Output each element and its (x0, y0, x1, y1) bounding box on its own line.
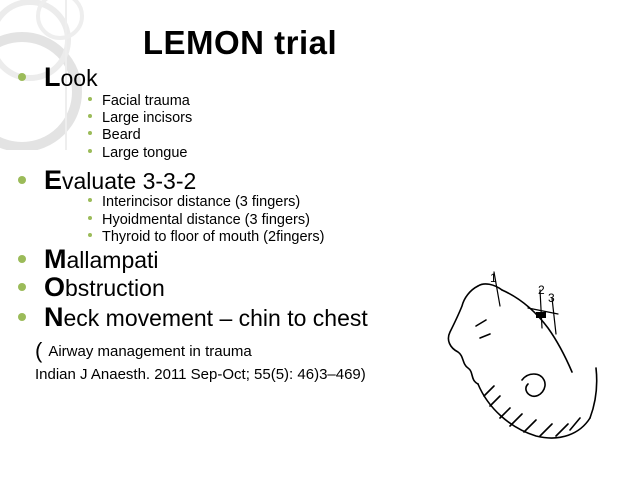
bullet-look: Look (18, 64, 98, 91)
bullet-dot-icon (88, 198, 92, 202)
bullet-dot-icon (18, 176, 26, 184)
bullet-dot-icon (88, 131, 92, 135)
sub-item: Hyoidmental distance (3 fingers) (88, 211, 310, 229)
bullet-dot-icon (18, 283, 26, 291)
sub-item: Large incisors (88, 109, 192, 127)
bullet-obstruction: Obstruction (18, 274, 165, 301)
bullet-dot-icon (18, 73, 26, 81)
bullet-neck-movement: Neck movement – chin to chest (18, 304, 368, 331)
figure-label-3: 3 (548, 291, 555, 305)
bullet-dot-icon (88, 149, 92, 153)
bullet-dot-icon (18, 255, 26, 263)
sub-item: Interincisor distance (3 fingers) (88, 193, 300, 211)
slide-title: LEMON trial (142, 24, 338, 61)
bullet-evaluate: Evaluate 3-3-2 (18, 167, 196, 194)
bullet-dot-icon (88, 216, 92, 220)
bullet-dot-icon (88, 233, 92, 237)
head-extension-illustration (440, 268, 610, 453)
sub-item: Beard (88, 126, 141, 144)
reference-citation: Indian J Anaesth. 2011 Sep-Oct; 55(5): 46)3–469) (35, 366, 366, 383)
sub-item: Large tongue (88, 144, 187, 162)
figure-label-2: 2 (538, 283, 545, 297)
bullet-dot-icon (88, 97, 92, 101)
sub-item: Thyroid to floor of mouth (2fingers) (88, 228, 324, 246)
bullet-mallampati: Mallampati (18, 246, 159, 273)
bullet-dot-icon (18, 313, 26, 321)
figure-label-1: 1 (490, 271, 497, 285)
sub-item: Facial trauma (88, 92, 190, 110)
bullet-dot-icon (88, 114, 92, 118)
reference-title: ( Airway management in trauma (35, 338, 252, 363)
